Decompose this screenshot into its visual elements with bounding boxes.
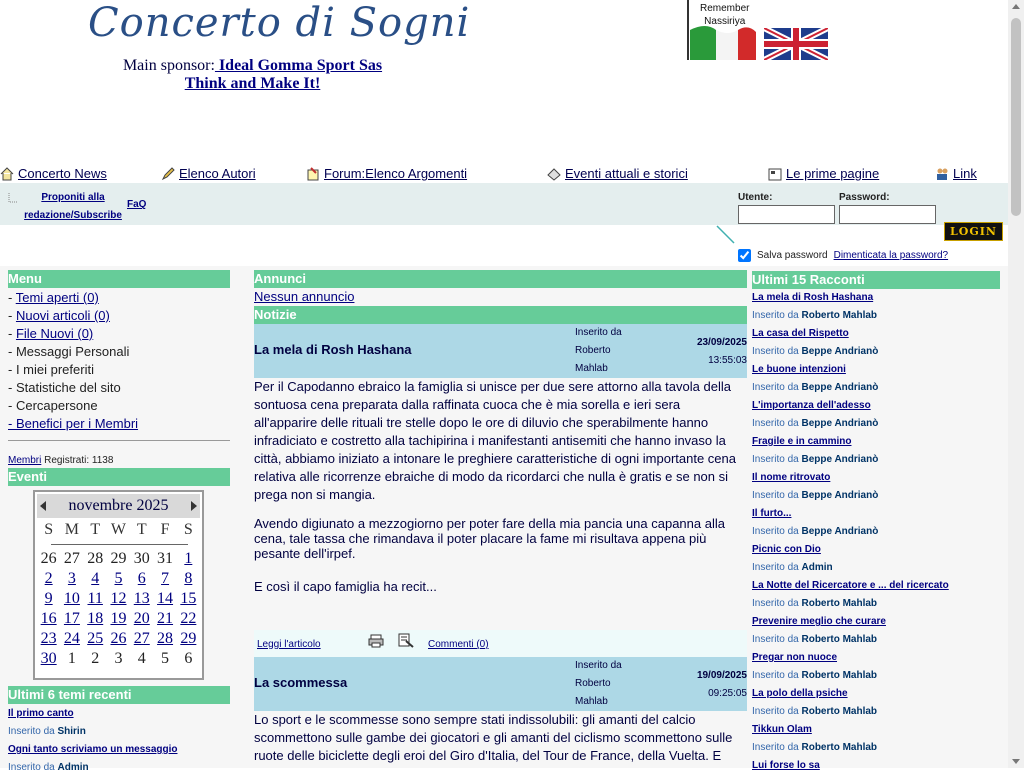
- list-item: [8, 741, 230, 759]
- tree-corner-icon: [8, 193, 18, 203]
- news-header: Notizie: [254, 306, 747, 324]
- latest-stories-list: [752, 289, 1000, 775]
- story-link[interactable]: Fragile e in cammino: [752, 436, 852, 447]
- article-header: [254, 324, 747, 378]
- list-item: [752, 361, 1000, 379]
- password-input[interactable]: [839, 205, 936, 224]
- no-announcements-link[interactable]: Nessun annuncio: [254, 289, 355, 304]
- calendar-day[interactable]: 26: [110, 630, 127, 647]
- author-name: Beppe Andrianò: [801, 526, 879, 537]
- list-item: [752, 505, 1000, 523]
- ticket-icon: [547, 167, 561, 181]
- author-name: Beppe Andrianò: [801, 454, 879, 465]
- list-item-author: [752, 739, 1000, 757]
- list-item: [752, 325, 1000, 343]
- menu-link[interactable]: [935, 166, 977, 181]
- left-menu-list: [8, 289, 138, 433]
- story-link[interactable]: Prevenire meglio che curare: [752, 616, 886, 627]
- calendar-day[interactable]: 13: [133, 590, 150, 607]
- calendar-day[interactable]: 21: [157, 610, 174, 627]
- menu-nuovi-articoli-link[interactable]: Nuovi articoli (0): [15, 308, 110, 323]
- menu-concerto-news-label[interactable]: Concerto News: [18, 166, 107, 181]
- calendar-day[interactable]: 15: [180, 590, 197, 607]
- story-link[interactable]: Le buone intenzioni: [752, 364, 846, 375]
- scroll-down-icon[interactable]: [1012, 759, 1020, 764]
- decorative-slash-icon: [716, 225, 736, 245]
- calendar-day[interactable]: 20: [133, 610, 150, 627]
- article-author-last: Mahlab: [575, 363, 608, 374]
- article-body: E così il capo famiglia ha recit...: [254, 579, 437, 594]
- menu-forum-label[interactable]: Forum:Elenco Argomenti: [324, 166, 468, 181]
- list-item: [752, 613, 1000, 631]
- calendar-day: 3: [114, 650, 123, 667]
- calendar-day[interactable]: 19: [110, 610, 127, 627]
- weekday: S: [44, 521, 54, 538]
- calendar-header: [37, 494, 200, 518]
- menu-bullet: -: [8, 308, 16, 323]
- author-prefix: Inserito da: [752, 742, 802, 753]
- article-date-value: 23/09/2025: [696, 337, 747, 348]
- author-name: Shirin: [57, 726, 86, 737]
- list-item: [752, 757, 1000, 775]
- scroll-up-icon[interactable]: [1012, 4, 1020, 9]
- announcements-text[interactable]: [254, 289, 354, 304]
- login-button[interactable]: LOGIN: [944, 222, 1003, 241]
- story-link[interactable]: La casa del Rispetto: [752, 328, 849, 339]
- comments-link[interactable]: Commenti (0): [428, 639, 489, 650]
- user-subbar: [0, 183, 1008, 225]
- proponiti-label[interactable]: Proponiti alla redazione/Subscribe: [24, 192, 122, 221]
- author-name: Beppe Andrianò: [801, 382, 879, 393]
- save-password-label: Salva password: [757, 250, 828, 261]
- calendar-day[interactable]: 22: [180, 610, 197, 627]
- article-author: [575, 324, 645, 378]
- weekday: M: [64, 521, 80, 538]
- proponiti-link[interactable]: [22, 189, 124, 225]
- list-item: [752, 577, 1000, 595]
- prev-month-icon[interactable]: [40, 501, 46, 511]
- faq-link[interactable]: [127, 199, 146, 210]
- author-prefix: Inserito da: [752, 706, 802, 717]
- menu-bullet: -: [8, 290, 16, 305]
- article-body: Per il Capodanno ebraico la famiglia si unisce per due sere attorno alla tavola della sontuosa cena preparata dalla raffinata cuoca che è mia sorella e ieri sera all'apparire delle rituali tre stelle dopo le ore di diluvio che sperabilmente hanno infradiciato e costretto alla tachipirina i manifestanti antisemiti che hanno invaso la città, abbiamo iniziato a intonare le preghiere caratteristiche di ogni importante cena relativa alle ricorrenze ebraiche di modo da ricordarci che nulla è gratis e se non si prega non si mangia.: [254, 379, 736, 502]
- list-item: [752, 433, 1000, 451]
- menu-link-label[interactable]: Link: [953, 166, 977, 181]
- remember-line1: Remember: [700, 3, 750, 14]
- faq-label[interactable]: FaQ: [127, 199, 147, 210]
- members-count: [8, 455, 113, 466]
- menu-messaggi[interactable]: [8, 343, 138, 361]
- article-ins-label: Inserito da: [575, 327, 622, 338]
- calendar-day[interactable]: 1: [184, 550, 193, 567]
- menu-bullet: -: [8, 398, 16, 413]
- article-date: [697, 334, 747, 370]
- article-author-last: Mahlab: [575, 696, 608, 707]
- list-item: [8, 705, 230, 723]
- recent-topics-header: Ultimi 6 temi recenti: [8, 686, 230, 704]
- recent-topic-link[interactable]: Ogni tanto scriviamo un messaggio: [8, 744, 178, 755]
- calendar-month: novembre 2025: [68, 497, 169, 514]
- menu-benefici[interactable]: [8, 415, 138, 433]
- calendar-day[interactable]: 4: [91, 570, 100, 587]
- author-prefix: Inserito da: [752, 598, 802, 609]
- calendar-day: 6: [184, 650, 193, 667]
- menu-statistiche[interactable]: [8, 379, 138, 397]
- calendar-week: [37, 609, 200, 629]
- author-prefix: Inserito da: [752, 454, 802, 465]
- author-prefix: Inserito da: [752, 490, 802, 501]
- uk-flag-icon: [764, 28, 828, 60]
- author-prefix: Inserito da: [752, 634, 802, 645]
- list-item: [752, 541, 1000, 559]
- remember-nassiriya-banner[interactable]: [686, 0, 758, 60]
- weekday: F: [160, 521, 170, 538]
- article-time-value: 13:55:03: [708, 355, 747, 366]
- menu-preferiti-label[interactable]: I miei preferiti: [15, 362, 94, 377]
- calendar-day[interactable]: 24: [63, 630, 80, 647]
- article-title[interactable]: La scommessa: [254, 675, 348, 690]
- author-name: Roberto Mahlab: [801, 634, 878, 645]
- weekday: S: [183, 521, 193, 538]
- story-link[interactable]: Il furto...: [752, 508, 792, 519]
- menu-divider: [8, 440, 230, 441]
- menu-header: Menu: [8, 270, 230, 288]
- calendar-day[interactable]: 14: [157, 590, 174, 607]
- user-label: Utente:: [738, 192, 773, 203]
- menu-elenco-autori-label[interactable]: Elenco Autori: [179, 166, 256, 181]
- author-name: Admin: [57, 762, 89, 773]
- menu-eventi-label[interactable]: Eventi attuali e storici: [565, 166, 688, 181]
- author-name: Beppe Andrianò: [801, 418, 879, 429]
- author-name: Roberto Mahlab: [801, 742, 878, 753]
- calendar-day[interactable]: 5: [114, 570, 123, 587]
- events-header: Eventi: [8, 468, 230, 486]
- author-prefix: Inserito da: [8, 726, 58, 737]
- list-item: [752, 649, 1000, 667]
- list-item-author: [8, 759, 230, 777]
- author-prefix: Inserito da: [752, 526, 802, 537]
- calendar-day: 26: [40, 550, 57, 567]
- members-registered: Registrati: 1138: [41, 455, 114, 466]
- menu-concerto-news[interactable]: [0, 166, 107, 181]
- menu-file-nuovi-link[interactable]: File Nuovi (0): [15, 326, 94, 341]
- author-name: Admin: [801, 562, 833, 573]
- send-article-icon[interactable]: [398, 633, 414, 648]
- story-link[interactable]: La mela di Rosh Hashana: [752, 292, 874, 303]
- read-article-link[interactable]: Leggi l'articolo: [257, 639, 321, 650]
- calendar-day[interactable]: 8: [184, 570, 193, 587]
- list-item-author: [752, 487, 1000, 505]
- article-time-value: 09:25:05: [708, 688, 747, 699]
- list-item-author: [752, 451, 1000, 469]
- calendar-day[interactable]: 9: [44, 590, 53, 607]
- calendar-day: 28: [87, 550, 104, 567]
- main-menubar: [0, 166, 1008, 183]
- story-link[interactable]: La Notte del Ricercatore e ... del ricercato: [752, 580, 949, 591]
- latest-stories-header: Ultimi 15 Racconti: [752, 271, 1000, 289]
- save-password-checkbox[interactable]: [738, 249, 751, 262]
- calendar-day[interactable]: 29: [180, 630, 197, 647]
- calendar-day: 5: [161, 650, 170, 667]
- home-icon: [0, 167, 14, 181]
- list-item-author: [752, 595, 1000, 613]
- calendar-day[interactable]: 27: [133, 630, 150, 647]
- author-prefix: Inserito da: [752, 310, 802, 321]
- story-link[interactable]: Pregar non nuoce: [752, 652, 838, 663]
- menu-elenco-autori[interactable]: [161, 166, 256, 181]
- author-name: Roberto Mahlab: [801, 706, 878, 717]
- calendar-day[interactable]: 23: [40, 630, 57, 647]
- calendar-week: [37, 649, 200, 669]
- menu-temi-aperti[interactable]: [8, 289, 138, 307]
- list-item-author: [752, 631, 1000, 649]
- weekday: T: [136, 521, 147, 538]
- page-scrollbar[interactable]: [1008, 0, 1024, 768]
- article-date: [697, 667, 747, 703]
- calendar-day[interactable]: 30: [40, 650, 57, 667]
- members-link[interactable]: Membri: [8, 455, 42, 466]
- story-link[interactable]: L'importanza dell'adesso: [752, 400, 871, 411]
- list-item: [752, 469, 1000, 487]
- article-body: Lo sport e le scommesse sono sempre stati indissolubili: gli amanti del calcio scommettono sulle gambe dei giocatori e gli amanti del ciclismo scommettono sulle ruote delle biciclette degli eroi del Giro d'Italia, del Tour de France, della Vuelta. E: [254, 712, 733, 763]
- article-author-first: Roberto: [575, 678, 611, 689]
- list-item-author: [752, 415, 1000, 433]
- story-link[interactable]: Picnic con Dio: [752, 544, 821, 555]
- list-item-author: [8, 723, 230, 741]
- menu-preferiti[interactable]: [8, 361, 138, 379]
- calendar-day[interactable]: 16: [40, 610, 57, 627]
- menu-eventi[interactable]: [547, 166, 688, 181]
- site-logo[interactable]: Concerto di Sogni: [88, 0, 471, 46]
- calendar-day: 1: [67, 650, 76, 667]
- calendar-day: 2: [91, 650, 100, 667]
- menu-bullet: -: [8, 326, 16, 341]
- sponsor-block: [60, 57, 445, 93]
- author-prefix: Inserito da: [752, 382, 802, 393]
- author-prefix: Inserito da: [752, 418, 802, 429]
- people-icon: [935, 167, 949, 181]
- forgot-password-link[interactable]: Dimenticata la password?: [833, 250, 949, 261]
- calendar-day[interactable]: 6: [137, 570, 146, 587]
- sponsor-tagline[interactable]: Think and Make It!: [184, 75, 321, 92]
- list-item: [752, 397, 1000, 415]
- calendar-day[interactable]: 18: [87, 610, 104, 627]
- calendar-day[interactable]: 17: [63, 610, 80, 627]
- password-label: Password:: [839, 192, 890, 203]
- menu-forum[interactable]: [306, 166, 467, 181]
- save-password-row: [738, 249, 948, 262]
- remember-line2: Nassiriya: [704, 16, 746, 27]
- menu-prime-pagine[interactable]: [768, 166, 879, 181]
- sponsor-link[interactable]: Ideal Gomma Sport Sas: [214, 57, 383, 74]
- author-prefix: Inserito da: [752, 670, 802, 681]
- story-link[interactable]: La polo della psiche: [752, 688, 848, 699]
- list-item-author: [752, 307, 1000, 325]
- menu-prime-pagine-label[interactable]: Le prime pagine: [786, 166, 880, 181]
- calendar-day[interactable]: 10: [63, 590, 80, 607]
- note-icon: [306, 167, 320, 181]
- article-author: [575, 657, 645, 711]
- recent-topics-list: [8, 705, 230, 777]
- list-item-author: [752, 379, 1000, 397]
- author-name: Beppe Andrianò: [801, 346, 879, 357]
- menu-bullet: -: [8, 344, 16, 359]
- calendar-day[interactable]: 11: [87, 590, 103, 607]
- menu-file-nuovi[interactable]: [8, 325, 138, 343]
- menu-cercapersone-label[interactable]: Cercapersone: [15, 398, 98, 413]
- print-icon[interactable]: [368, 634, 384, 648]
- calendar-grid: [37, 520, 200, 669]
- author-name: Roberto Mahlab: [801, 670, 878, 681]
- menu-bullet: -: [8, 380, 16, 395]
- recent-topic-link[interactable]: Il primo canto: [8, 708, 74, 719]
- author-name: Roberto Mahlab: [801, 310, 878, 321]
- calendar-separator: [51, 544, 188, 545]
- calendar-day: 31: [157, 550, 174, 567]
- list-item-author: [752, 667, 1000, 685]
- list-item-author: [752, 523, 1000, 541]
- calendar-week: [37, 589, 200, 609]
- calendar-day[interactable]: 3: [67, 570, 76, 587]
- calendar-day[interactable]: 7: [161, 570, 170, 587]
- article-author-first: Roberto: [575, 345, 611, 356]
- article-date-value: 19/09/2025: [696, 670, 747, 681]
- menu-benefici-link[interactable]: - Benefici per i Membri: [8, 416, 139, 431]
- author-name: Beppe Andrianò: [801, 490, 879, 501]
- english-language-flag[interactable]: [764, 28, 828, 60]
- list-item-author: [752, 703, 1000, 721]
- menu-statistiche-label[interactable]: Statistiche del sito: [15, 380, 121, 395]
- story-link[interactable]: Lui forse lo sa: [752, 760, 820, 771]
- article-header: [254, 657, 747, 711]
- article-body: Avendo digiunato a mezzogiorno per poter fare della mia pancia una capanna alla cena, tale tassa che rimandava il poter placare la fame mi risultava appena più pesante dell'irpef.: [254, 516, 725, 561]
- calendar-day[interactable]: 28: [157, 630, 174, 647]
- calendar-day: 4: [137, 650, 146, 667]
- list-item-author: [752, 559, 1000, 577]
- list-item: [752, 721, 1000, 739]
- list-item-author: [752, 343, 1000, 361]
- calendar-weekdays: [37, 520, 200, 540]
- newspaper-icon: [768, 167, 782, 181]
- list-item: [752, 289, 1000, 307]
- events-calendar: [33, 490, 204, 680]
- article-title[interactable]: La mela di Rosh Hashana: [254, 342, 412, 357]
- announcements-header: Annunci: [254, 270, 747, 288]
- calendar-week: [37, 549, 200, 569]
- next-month-icon[interactable]: [191, 501, 197, 511]
- scrollbar-thumb[interactable]: [1011, 18, 1021, 216]
- menu-cercapersone[interactable]: [8, 397, 138, 415]
- weekday: T: [90, 521, 101, 538]
- calendar-day: 30: [133, 550, 150, 567]
- sponsor-prefix: Main sponsor:: [122, 57, 215, 74]
- calendar-day: 27: [63, 550, 80, 567]
- calendar-day[interactable]: 25: [87, 630, 104, 647]
- calendar-week: [37, 629, 200, 649]
- calendar-day: 29: [110, 550, 127, 567]
- list-item: [752, 685, 1000, 703]
- menu-messaggi-label[interactable]: Messaggi Personali: [15, 344, 130, 359]
- menu-bullet: -: [8, 362, 16, 377]
- author-prefix: Inserito da: [8, 762, 58, 773]
- author-prefix: Inserito da: [752, 562, 802, 573]
- author-prefix: Inserito da: [752, 346, 802, 357]
- article-ins-label: Inserito da: [575, 660, 622, 671]
- weekday: W: [110, 521, 127, 538]
- pencil-icon: [161, 167, 175, 181]
- user-input[interactable]: [738, 205, 835, 224]
- author-name: Roberto Mahlab: [801, 598, 878, 609]
- calendar-day[interactable]: 2: [44, 570, 53, 587]
- article-footer: [254, 630, 747, 657]
- menu-temi-aperti-link[interactable]: Temi aperti (0): [15, 290, 99, 305]
- story-link[interactable]: Il nome ritrovato: [752, 472, 831, 483]
- menu-nuovi-articoli[interactable]: [8, 307, 138, 325]
- calendar-week: [37, 569, 200, 589]
- calendar-day[interactable]: 12: [110, 590, 127, 607]
- story-link[interactable]: Tikkun Olam: [752, 724, 812, 735]
